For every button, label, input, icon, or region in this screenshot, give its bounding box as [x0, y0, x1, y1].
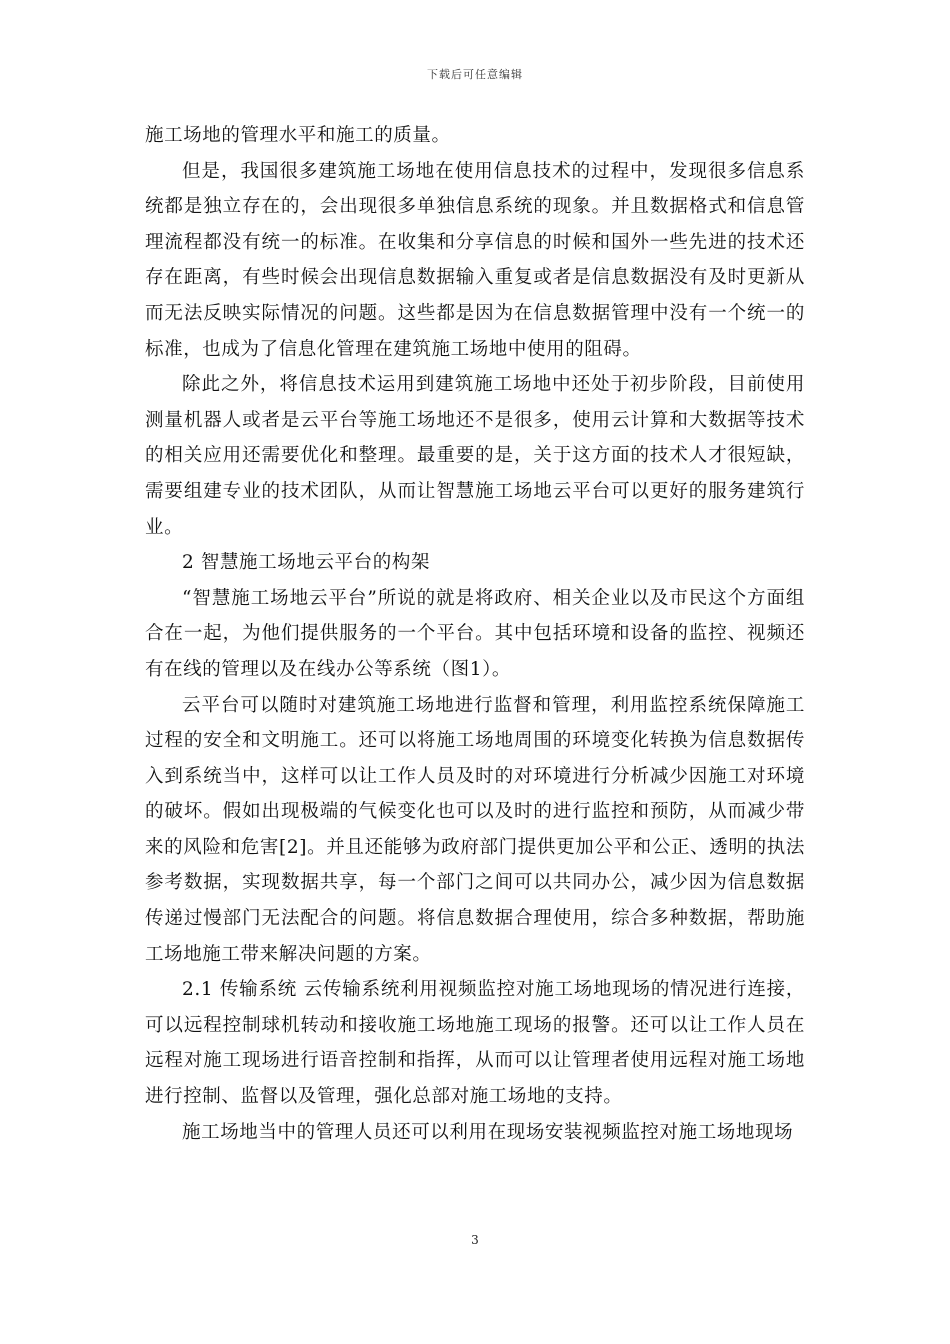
paragraph: 施工场地当中的管理人员还可以利用在现场安装视频监控对施工场地现场	[182, 1121, 794, 1143]
subsection-paragraph: 2.1 传输系统 云传输系统利用视频监控对施工场地现场的情况进行连接，可以远程控制球机转动和接收施工场地施工现场的报警。还可以让工作人员在远程对施工现场进行语音控制和指挥，从而可以让管理者使用远程对施工场地进行控制、监督以及管理，强化总部对施工场地的支持。	[145, 979, 805, 1108]
page-header-note: 下载后可任意编辑	[427, 68, 523, 81]
paragraph: 除此之外，将信息技术运用到建筑施工场地中还处于初步阶段，目前使用测量机器人或者是云平台等施工场地还不是很多，使用云计算和大数据等技术的相关应用还需要优化和整理。最重要的是，关于这方面的技术人才很短缺，需要组建专业的技术团队，从而让智慧施工场地云平台可以更好的服务建筑行业。	[145, 374, 805, 538]
section-heading: 2 智慧施工场地云平台的构架	[182, 552, 431, 574]
page-number: 3	[471, 1233, 479, 1247]
paragraph: 云平台可以随时对建筑施工场地进行监督和管理，利用监控系统保障施工过程的安全和文明施工。还可以将施工场地周围的环境变化转换为信息数据传入到系统当中，这样可以让工作人员及时的对环境进行分析减少因施工对环境的破坏。假如出现极端的气候变化也可以及时的进行监控和预防，从而减少带来的风险和危害[2]。并且还能够为政府部门提供更加公平和公正、透明的执法参考数据，实现数据共享，每一个部门之间可以共同办公，减少因为信息数据传递过慢部门无法配合的问题。将信息数据合理使用，综合多种数据，帮助施工场地施工带来解决问题的方案。	[145, 694, 805, 965]
paragraph: 但是，我国很多建筑施工场地在使用信息技术的过程中，发现很多信息系统都是独立存在的，会出现很多单独信息系统的现象。并且数据格式和信息管理流程都没有统一的标准。在收集和分享信息的时候和国外一些先进的技术还存在距离，有些时候会出现信息数据输入重复或者是信息数据没有及时更新从而无法反映实际情况的问题。这些都是因为在信息数据管理中没有一个统一的标准，也成为了信息化管理在建筑施工场地中使用的阻碍。	[145, 160, 805, 360]
paragraph: “智慧施工场地云平台”所说的就是将政府、相关企业以及市民这个方面组合在一起，为他们提供服务的一个平台。其中包括环境和设备的监控、视频还有在线的管理以及在线办公等系统（图1）。	[145, 587, 805, 680]
paragraph-continuation: 施工场地的管理水平和施工的质量。	[145, 125, 451, 146]
document-body	[145, 118, 805, 1150]
